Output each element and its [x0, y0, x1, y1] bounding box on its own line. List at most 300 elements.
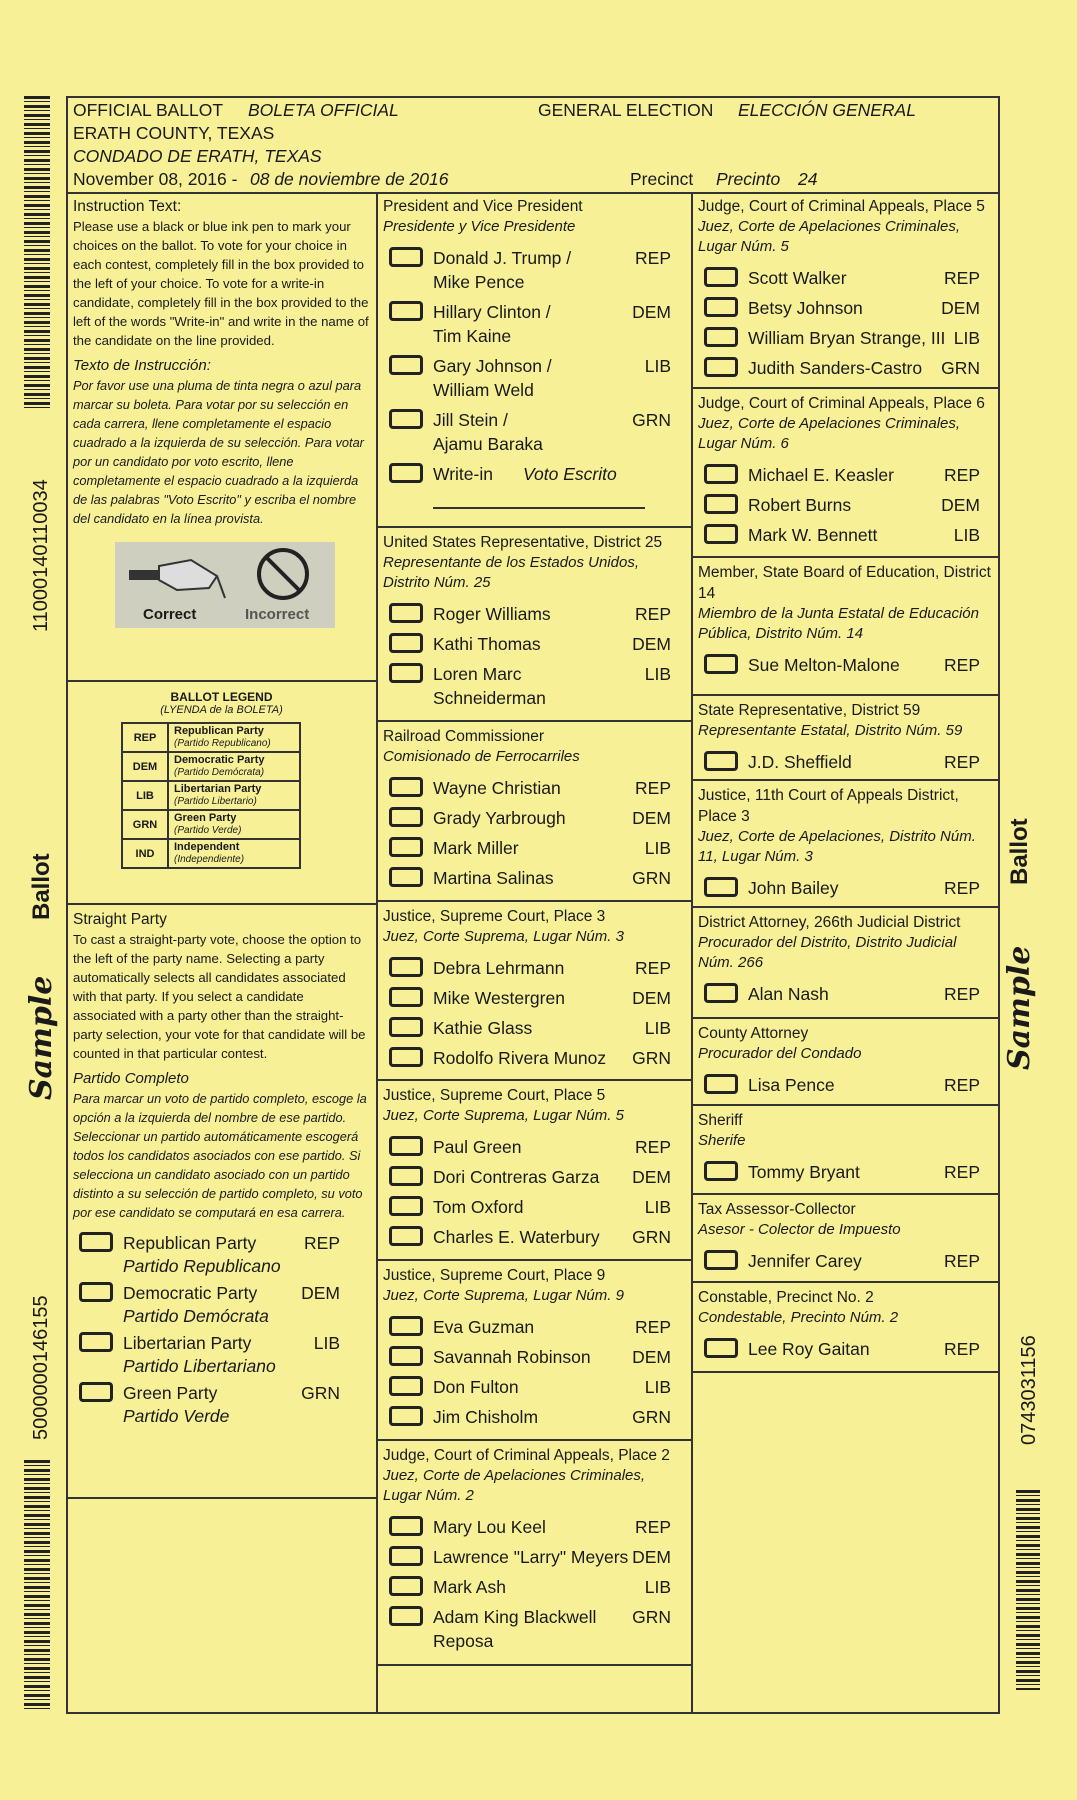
candidate-name-line2: Mike Pence [433, 272, 525, 292]
candidate-option[interactable] [698, 979, 994, 1009]
legend-row [122, 752, 300, 781]
contest-subtitle: Asesor - Colector de Impuesto [698, 1221, 901, 1238]
instructions-body: Please use a black or blue ink pen to mark your choices on the ballot. To vote for your choice in each contest, completely fill in the box provided to the left of your choice. To vote for a write-in candidate, completely fill in the box provided to the left of the words "Write-in" and write in the name of the candidate on the line provided. [73, 219, 369, 348]
party-name: Libertarian Party [123, 1333, 252, 1353]
vote-box[interactable] [389, 1406, 423, 1426]
candidate-party: LIB [644, 838, 671, 858]
legend-name: Independent [174, 841, 240, 853]
vote-box[interactable] [389, 1316, 423, 1336]
candidate-party: GRN [632, 1048, 671, 1068]
vote-box[interactable] [389, 1576, 423, 1596]
candidate-name: Gary Johnson / [433, 356, 552, 376]
left-number-top: 11000140110034 [30, 479, 52, 632]
instructions-body-es: Por favor use una pluma de tinta negra o azul para marcar su boleta. Para votar por su selección en cada carrera, llene completamente el espacio cuadrado a la izquierda de su selección. Para votar por un candidato por voto escrito, llene completamente el espacio cuadrado a la izquierda de las palabras "Voto Escrito" y escriba el nombre del candidato en la línea provista. [73, 378, 364, 526]
straight-party-option-dem[interactable] [73, 1278, 370, 1328]
pen-hand-icon [121, 546, 231, 606]
contest-title: Member, State Board of Education, District 14 [698, 564, 991, 602]
legend-name: Green Party [174, 812, 237, 824]
precinct-number: 24 [798, 169, 818, 189]
county-name: ERATH COUNTY, TEXAS [73, 123, 275, 143]
column-contests-middle [378, 192, 693, 1712]
write-in-option[interactable] [383, 459, 685, 489]
vote-box[interactable] [389, 1606, 423, 1626]
straight-party-body-es: Para marcar un voto de partido completo, escoge la opción a la izquierda del nombre de ese partido. Seleccionar un partido automáticamente escogerá todos los candidatos asociados con ese partido. Si selecciona un candidato asociado con un partido distinto a su selección de partido completo, su voto por ese candidato se computará en esa carrera. [73, 1091, 367, 1220]
barcode-bottom-right [1016, 1490, 1040, 1690]
candidate-name: Lawrence "Larry" Meyers [433, 1547, 629, 1567]
party-name-es: Partido Republicano [123, 1256, 281, 1276]
vote-box[interactable] [704, 877, 738, 897]
candidate-party: LIB [644, 664, 671, 684]
contest-title: County Attorney [698, 1025, 809, 1042]
contest-subtitle: Miembro de la Junta Estatal de Educación Pública, Distrito Núm. 14 [698, 605, 979, 642]
straight-party-section [68, 905, 376, 1499]
candidate-name: Kathi Thomas [433, 634, 541, 654]
candidate-option[interactable] [383, 659, 685, 713]
candidate-option[interactable] [698, 460, 994, 490]
candidate-option[interactable] [698, 747, 994, 777]
vote-box[interactable] [79, 1282, 113, 1302]
candidate-party: GRN [941, 358, 980, 378]
candidate-option[interactable] [698, 873, 994, 903]
contest-member-state-board-of-education-district-14 [693, 558, 1000, 696]
candidate-party: DEM [632, 1347, 671, 1367]
contest-title: Railroad Commissioner [383, 728, 545, 745]
vote-box[interactable] [389, 987, 423, 1007]
instructions-section [68, 192, 376, 682]
legend-name-es: (Independiente) [174, 854, 245, 865]
vote-box[interactable] [389, 777, 423, 797]
candidate-option[interactable] [383, 1602, 685, 1656]
candidate-option[interactable] [698, 1334, 994, 1364]
vote-box[interactable] [704, 751, 738, 771]
contest-subtitle: Procurador del Condado [698, 1045, 862, 1062]
candidate-party: REP [944, 1339, 980, 1359]
vote-box[interactable] [704, 1161, 738, 1181]
legend-name: Republican Party [174, 725, 264, 737]
contest-justice-supreme-court-place-9 [378, 1261, 691, 1441]
election-date: November 08, 2016 - [73, 169, 238, 189]
candidate-option[interactable] [383, 953, 685, 983]
contest-subtitle: Presidente y Vice Presidente [383, 218, 576, 235]
legend-row [122, 723, 300, 752]
candidate-party: DEM [632, 1547, 671, 1567]
right-sample-label: Sample [1002, 945, 1037, 1070]
vote-box[interactable] [389, 247, 423, 267]
candidate-option[interactable] [383, 599, 685, 629]
contest-judge-court-of-criminal-appeals-place-2 [378, 1441, 691, 1666]
candidate-option[interactable] [698, 1157, 994, 1187]
candidate-name: Sue Melton-Malone [748, 655, 900, 675]
candidate-party: REP [635, 778, 671, 798]
vote-box[interactable] [704, 494, 738, 514]
straight-party-title-es: Partido Completo [73, 1070, 189, 1087]
correct-label: Correct [143, 606, 197, 623]
candidate-option[interactable] [698, 490, 994, 520]
contest-state-representative-district-59 [693, 696, 1000, 781]
candidate-option[interactable] [383, 1342, 685, 1372]
contest-county-attorney [693, 1019, 1000, 1106]
contest-title: Justice, Supreme Court, Place 9 [383, 1267, 606, 1284]
contest-judge-court-of-criminal-appeals-place-5 [693, 192, 1000, 389]
instructions-title-es: Texto de Instrucción: [73, 357, 211, 374]
candidate-party: LIB [644, 1018, 671, 1038]
candidate-party: REP [944, 465, 980, 485]
candidate-option[interactable] [383, 1372, 685, 1402]
candidate-party: GRN [632, 1407, 671, 1427]
contest-subtitle: Juez, Corte Suprema, Lugar Núm. 9 [383, 1287, 624, 1304]
contest-subtitle: Juez, Corte de Apelaciones Criminales, Lugar Núm. 6 [698, 415, 961, 452]
candidate-name-line2: Reposa [433, 1631, 494, 1651]
candidate-party: GRN [632, 1607, 671, 1627]
candidate-party: REP [635, 1517, 671, 1537]
candidate-party: REP [944, 655, 980, 675]
vote-box[interactable] [704, 297, 738, 317]
candidate-option[interactable] [383, 983, 685, 1013]
precinct-label: Precinct [630, 169, 694, 189]
candidate-party: LIB [644, 356, 671, 376]
candidate-name: Michael E. Keasler [748, 465, 894, 485]
contest-title: Judge, Court of Criminal Appeals, Place 6 [698, 395, 985, 412]
contest-subtitle: Juez, Corte de Apelaciones Criminales, Lugar Núm. 5 [698, 218, 961, 255]
contest-united-states-representative-district-25 [378, 528, 691, 722]
precinct-label-es: Precinto [716, 169, 781, 189]
vote-box[interactable] [79, 1232, 113, 1252]
mark-example [115, 542, 335, 628]
contest-subtitle: Comisionado de Ferrocarriles [383, 748, 580, 765]
vote-box[interactable] [389, 837, 423, 857]
candidate-name: Savannah Robinson [433, 1347, 591, 1367]
candidate-name: Eva Guzman [433, 1317, 535, 1337]
party-code: REP [304, 1233, 340, 1253]
vote-box[interactable] [389, 633, 423, 653]
legend-name-es: (Partido Demócrata) [174, 767, 265, 778]
contest-constable-precinct-no-2 [693, 1283, 1000, 1373]
legend-code: REP [122, 723, 168, 752]
contest-subtitle: Juez, Corte de Apelaciones Criminales, Lugar Núm. 2 [383, 1467, 646, 1504]
candidate-name: Roger Williams [433, 604, 551, 624]
candidate-party: DEM [632, 1167, 671, 1187]
legend-title-es: (LYENDA de la BOLETA) [160, 704, 283, 716]
candidate-name: Dori Contreras Garza [433, 1167, 600, 1187]
contest-title: United States Representative, District 25 [383, 534, 663, 551]
contest-title: Justice, Supreme Court, Place 5 [383, 1087, 606, 1104]
candidate-party: LIB [953, 525, 980, 545]
column-instructions [68, 192, 378, 1712]
candidate-option[interactable] [698, 323, 994, 353]
candidate-option[interactable] [698, 263, 994, 293]
candidate-name: Wayne Christian [433, 778, 561, 798]
contest-subtitle: Juez, Corte Suprema, Lugar Núm. 3 [383, 928, 624, 945]
candidate-name: Hillary Clinton / [433, 302, 551, 322]
candidate-party: REP [944, 878, 980, 898]
instructions-title: Instruction Text: [73, 198, 182, 215]
ballot-sheet [66, 96, 1000, 1714]
candidate-party: REP [944, 1162, 980, 1182]
party-name: Republican Party [123, 1233, 257, 1253]
candidate-name: J.D. Sheffield [748, 752, 852, 772]
vote-box[interactable] [704, 983, 738, 1003]
party-code: DEM [301, 1283, 340, 1303]
contest-title: Tax Assessor-Collector [698, 1201, 856, 1218]
candidate-party: REP [944, 752, 980, 772]
vote-box[interactable] [704, 267, 738, 287]
candidate-option[interactable] [383, 405, 685, 459]
candidate-option[interactable] [383, 1512, 685, 1542]
vote-box[interactable] [389, 1226, 423, 1246]
candidate-option[interactable] [383, 297, 685, 351]
barcode-bottom-left [24, 1460, 50, 1710]
legend-name: Libertarian Party [174, 783, 262, 795]
candidate-party: REP [944, 984, 980, 1004]
ballot-title: OFFICIAL BALLOT [73, 100, 224, 120]
vote-box[interactable] [389, 1376, 423, 1396]
candidate-party: LIB [953, 328, 980, 348]
write-in-line[interactable] [433, 507, 645, 509]
candidate-name: Loren Marc [433, 664, 522, 684]
legend-code: LIB [122, 781, 168, 810]
candidate-option[interactable] [698, 1246, 994, 1276]
contest-subtitle: Juez, Corte de Apelaciones, Distrito Núm. 11, Lugar Núm. 3 [698, 828, 976, 865]
contest-subtitle: Procurador del Distrito, Distrito Judicial Núm. 266 [698, 934, 957, 971]
party-name: Democratic Party [123, 1283, 258, 1303]
vote-box[interactable] [389, 1136, 423, 1156]
contest-subtitle: Condestable, Precinto Núm. 2 [698, 1309, 899, 1326]
candidate-option[interactable] [383, 1542, 685, 1572]
candidate-option[interactable] [383, 1013, 685, 1043]
candidate-name: Alan Nash [748, 984, 829, 1004]
contest-title: Sheriff [698, 1112, 743, 1129]
left-ballot-label: Ballot [28, 853, 55, 920]
contest-title: Judge, Court of Criminal Appeals, Place 2 [383, 1447, 670, 1464]
candidate-option[interactable] [698, 1070, 994, 1100]
candidate-name: Martina Salinas [433, 868, 554, 888]
straight-party-option-rep[interactable] [73, 1228, 370, 1278]
vote-box[interactable] [79, 1382, 113, 1402]
contest-title: District Attorney, 266th Judicial District [698, 914, 961, 931]
vote-box[interactable] [389, 1166, 423, 1186]
candidate-name: Judith Sanders-Castro [748, 358, 923, 378]
candidate-name: Mike Westergren [433, 988, 565, 1008]
candidate-option[interactable] [698, 650, 994, 680]
candidate-party: GRN [632, 410, 671, 430]
candidate-name: Betsy Johnson [748, 298, 863, 318]
contest-subtitle: Sherife [698, 1132, 746, 1149]
straight-party-title: Straight Party [73, 911, 167, 928]
write-in-label: Write-in [433, 464, 493, 484]
barcode-top-left [24, 96, 50, 408]
candidate-name: Rodolfo Rivera Munoz [433, 1048, 607, 1068]
candidate-option[interactable] [698, 520, 994, 550]
candidate-name: Jennifer Carey [748, 1251, 862, 1271]
contest-sheriff [693, 1106, 1000, 1195]
vote-box[interactable] [389, 807, 423, 827]
candidate-party: REP [944, 268, 980, 288]
candidate-name: Charles E. Waterbury [433, 1227, 600, 1247]
straight-party-option-grn[interactable] [73, 1378, 370, 1428]
candidate-name: Robert Burns [748, 495, 852, 515]
write-in-label-es: Voto Escrito [523, 464, 617, 484]
left-number-bottom: 5000000146155 [30, 1295, 52, 1440]
vote-box[interactable] [389, 463, 423, 483]
vote-box[interactable] [389, 957, 423, 977]
ballot-header [68, 98, 998, 194]
vote-box[interactable] [389, 1017, 423, 1037]
contest-title: Justice, 11th Court of Appeals District, Place 3 [698, 787, 959, 825]
candidate-name: Tom Oxford [433, 1197, 524, 1217]
vote-box[interactable] [704, 524, 738, 544]
legend-table [121, 722, 301, 869]
candidate-name: John Bailey [748, 878, 839, 898]
candidate-option[interactable] [383, 1402, 685, 1432]
candidate-name: Grady Yarbrough [433, 808, 566, 828]
candidate-option[interactable] [383, 351, 685, 405]
candidate-option[interactable] [383, 1132, 685, 1162]
vote-box[interactable] [704, 1250, 738, 1270]
contest-judge-court-of-criminal-appeals-place-6 [693, 389, 1000, 558]
contest-title: Judge, Court of Criminal Appeals, Place 5 [698, 198, 985, 215]
party-code: GRN [301, 1383, 340, 1403]
vote-box[interactable] [389, 663, 423, 683]
contest-title: Justice, Supreme Court, Place 3 [383, 908, 606, 925]
candidate-option[interactable] [383, 1312, 685, 1342]
candidate-party: DEM [632, 302, 671, 322]
candidate-name: Mark W. Bennett [748, 525, 878, 545]
election-title-es: ELECCIÓN GENERAL [738, 100, 916, 120]
vote-box[interactable] [389, 409, 423, 429]
candidate-option[interactable] [383, 803, 685, 833]
contest-justice-supreme-court-place-5 [378, 1081, 691, 1261]
vote-box[interactable] [704, 464, 738, 484]
candidate-party: REP [635, 604, 671, 624]
legend-name: Democratic Party [174, 754, 265, 766]
contest-justice-supreme-court-place-3 [378, 902, 691, 1081]
candidate-option[interactable] [383, 1043, 685, 1073]
candidate-name: William Bryan Strange, III [748, 328, 946, 348]
candidate-party: LIB [644, 1377, 671, 1397]
candidate-name: Jill Stein / [433, 410, 508, 430]
legend-name-es: (Partido Libertario) [174, 796, 257, 807]
legend-section [68, 682, 376, 905]
candidate-option[interactable] [383, 1192, 685, 1222]
legend-name-es: (Partido Republicano) [174, 738, 271, 749]
contest-title: State Representative, District 59 [698, 702, 921, 719]
candidate-party: REP [944, 1251, 980, 1271]
ballot-title-es: BOLETA OFFICIAL [248, 100, 399, 120]
candidate-party: REP [635, 1317, 671, 1337]
right-ballot-label: Ballot [1006, 818, 1033, 885]
candidate-party: REP [635, 248, 671, 268]
legend-code: GRN [122, 810, 168, 839]
straight-party-option-lib[interactable] [73, 1328, 370, 1378]
vote-box[interactable] [704, 1074, 738, 1094]
contest-subtitle: Representante de los Estados Unidos, Distrito Núm. 25 [383, 554, 639, 591]
legend-row [122, 810, 300, 839]
party-name: Green Party [123, 1383, 218, 1403]
candidate-option[interactable] [383, 833, 685, 863]
candidate-name: Jim Chisholm [433, 1407, 539, 1427]
county-name-es: CONDADO DE ERATH, TEXAS [73, 146, 322, 166]
candidate-option[interactable] [698, 353, 994, 383]
candidate-name-line2: Ajamu Baraka [433, 434, 543, 454]
vote-box[interactable] [704, 327, 738, 347]
candidate-option[interactable] [383, 773, 685, 803]
candidate-name: Lisa Pence [748, 1075, 835, 1095]
contest-subtitle: Representante Estatal, Distrito Núm. 59 [698, 722, 963, 739]
candidate-party: DEM [632, 634, 671, 654]
legend-name-es: (Partido Verde) [174, 825, 242, 836]
vote-box[interactable] [704, 1338, 738, 1358]
candidate-party: GRN [632, 1227, 671, 1247]
candidate-name: Don Fulton [433, 1377, 519, 1397]
candidate-name: Mary Lou Keel [433, 1517, 546, 1537]
election-date-es: 08 de noviembre de 2016 [250, 169, 449, 189]
vote-box[interactable] [704, 357, 738, 377]
vote-box[interactable] [389, 1516, 423, 1536]
candidate-party: DEM [632, 808, 671, 828]
left-sample-label: Sample [24, 975, 59, 1100]
candidate-name: Adam King Blackwell [433, 1607, 597, 1627]
contest-subtitle: Juez, Corte Suprema, Lugar Núm. 5 [383, 1107, 624, 1124]
candidate-name: Tommy Bryant [748, 1162, 860, 1182]
legend-code: DEM [122, 752, 168, 781]
candidate-option[interactable] [383, 243, 685, 297]
candidate-name-line2: Tim Kaine [433, 326, 512, 346]
candidate-option[interactable] [383, 1162, 685, 1192]
candidate-name: Lee Roy Gaitan [748, 1339, 870, 1359]
vote-box[interactable] [389, 867, 423, 887]
straight-party-options [73, 1228, 370, 1428]
candidate-option[interactable] [383, 1222, 685, 1252]
contest-president-and-vice-president [378, 192, 691, 528]
vote-box[interactable] [389, 1196, 423, 1216]
candidate-party: LIB [644, 1197, 671, 1217]
vote-box[interactable] [389, 603, 423, 623]
candidate-name: Paul Green [433, 1137, 522, 1157]
vote-box[interactable] [389, 355, 423, 375]
candidate-party: GRN [632, 868, 671, 888]
contest-justice-11th-court-of-appeals-district-place-3 [693, 781, 1000, 908]
legend-title: BALLOT LEGEND [170, 690, 273, 704]
right-number: 0743031156 [1018, 1335, 1040, 1445]
candidate-name: Donald J. Trump / [433, 248, 572, 268]
legend-row [122, 781, 300, 810]
vote-box[interactable] [79, 1332, 113, 1352]
candidate-option[interactable] [383, 1572, 685, 1602]
vote-box[interactable] [704, 654, 738, 674]
party-name-es: Partido Libertariano [123, 1356, 276, 1376]
no-sign-icon [255, 546, 311, 602]
vote-box[interactable] [389, 1047, 423, 1067]
candidate-option[interactable] [383, 863, 685, 893]
legend-code: IND [122, 839, 168, 868]
vote-box[interactable] [389, 301, 423, 321]
candidate-name: Mark Ash [433, 1577, 506, 1597]
party-name-es: Partido Verde [123, 1406, 230, 1426]
vote-box[interactable] [389, 1346, 423, 1366]
candidate-party: LIB [644, 1577, 671, 1597]
party-name-es: Partido Demócrata [123, 1306, 269, 1326]
candidate-option[interactable] [383, 629, 685, 659]
candidate-party: DEM [941, 495, 980, 515]
contest-district-attorney-266th-judicial-district [693, 908, 1000, 1019]
legend-row [122, 839, 300, 868]
candidate-name: Debra Lehrmann [433, 958, 565, 978]
candidate-option[interactable] [698, 293, 994, 323]
straight-party-body: To cast a straight-party vote, choose the option to the left of the party name. Selecting a party automatically selects all candidates associated with that party. If you select a candidate associated with a party other than the straight-party selection, your vote for that candidate will be counted in that particular contest. [73, 932, 366, 1061]
candidate-party: REP [635, 1137, 671, 1157]
column-contests-right [693, 192, 1000, 1712]
vote-box[interactable] [389, 1546, 423, 1566]
